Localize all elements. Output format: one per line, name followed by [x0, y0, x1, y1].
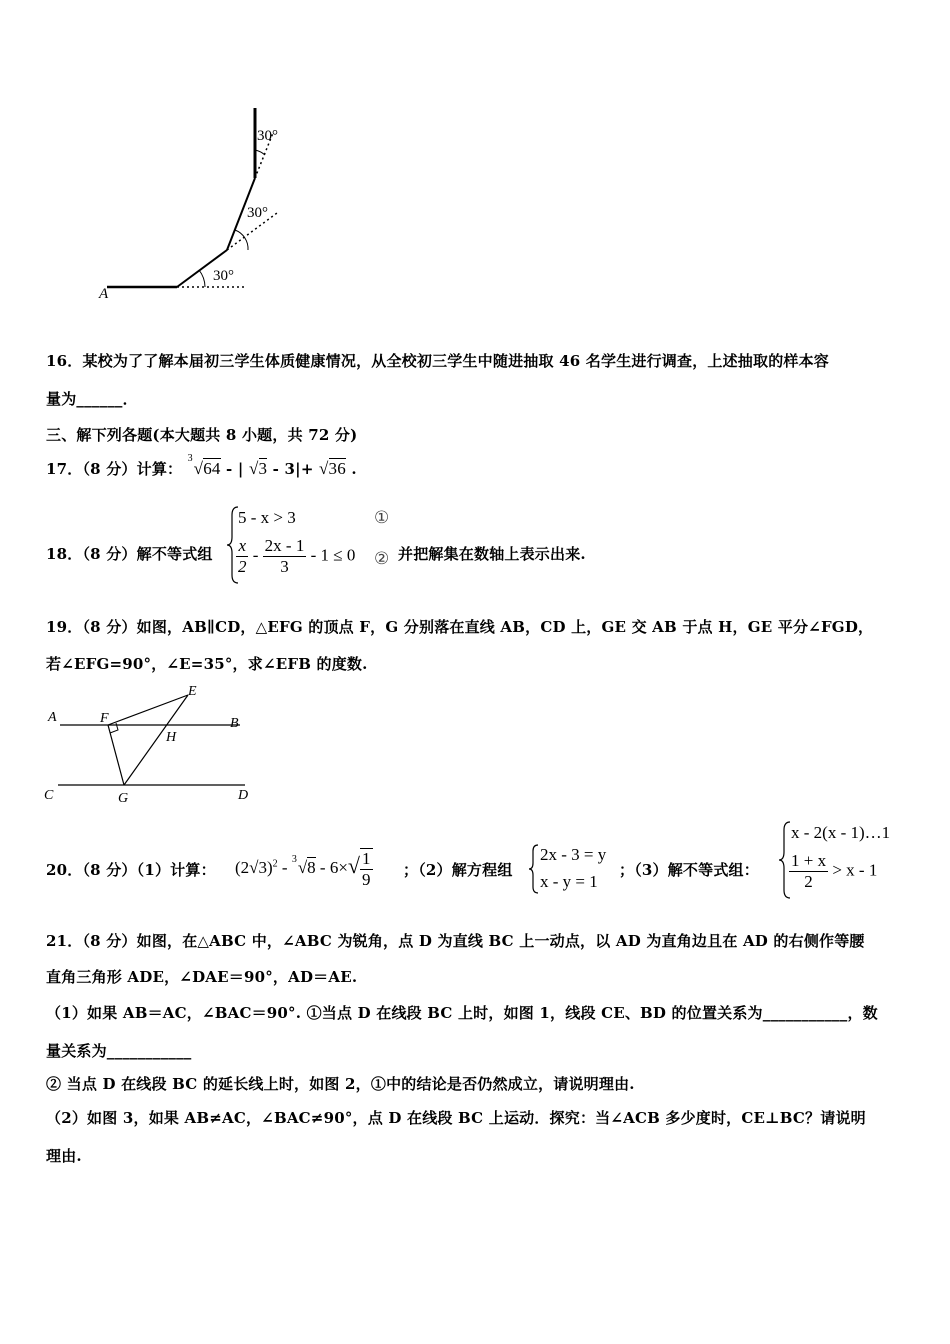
angle-label-mid: 30° [247, 205, 268, 221]
question-20-prefix: 20．（8 分）（1）计算： [46, 861, 216, 879]
question-21-line6: （2）如图 3，如果 AB≠AC，∠BAC≠90°，点 D 在线段 BC 上运动．探究：当∠ACB 多少度时，CE⊥BC？请说明 [46, 1109, 866, 1127]
question-21-line2: 直角三角形 ADE，∠DAE＝90°，AD＝AE. [46, 968, 358, 986]
angle-arc-bottom [199, 270, 205, 287]
segment-ge [124, 695, 188, 785]
inequality-18-2: $\frac{x}{2}$ - $\frac{2x - 1}{3}$ - 1 ≤ 0 [238, 536, 356, 576]
cube-root-64: 3 √64 [187, 453, 221, 478]
question-16-line2: 量为______． [46, 390, 138, 408]
question-19-line2: 若∠EFG=90°，∠E=35°，求∠EFB 的度数. [46, 655, 368, 673]
brace-20-system [528, 843, 540, 895]
label-f: F [100, 711, 109, 726]
end-dot: . [351, 460, 357, 478]
label-h: H [166, 730, 177, 745]
equation-2: x - y = 1 [540, 872, 598, 891]
label-b: B [230, 716, 239, 731]
question-21-line4: 量关系为___________ [46, 1042, 192, 1060]
label-a: A [48, 710, 57, 725]
angle-label-bottom: 30° [213, 268, 234, 284]
question-21-line7: 理由. [46, 1147, 82, 1165]
question-21-line5: ② 当点 D 在线段 BC 的延长线上时，如图 2，①中的结论是否仍然成立，请说明理由. [46, 1075, 635, 1093]
question-17: 17．（8 分）计算： 3 √64 - | √3 - 3|+ √36 . [46, 453, 357, 478]
question-21-line1: 21．（8 分）如图，在△ABC 中，∠ABC 为锐角，点 D 为直线 BC 上一动点，以 AD 为直角边且在 AD 的右侧作等腰 [46, 932, 865, 950]
sqrt-3: 3 [258, 459, 268, 478]
inequality-20-1: x - 2(x - 1)…1 [791, 823, 891, 842]
question-17-prefix: 17．（8 分）计算： [46, 460, 183, 478]
point-a-label: A [99, 286, 109, 302]
sqrt-36: 36 [328, 459, 346, 478]
angle-label-top: 30° [257, 128, 278, 144]
inequality-20-2: $\frac{1 + x}{2}$ > x - 1 [791, 851, 878, 891]
question-18-suffix: 并把解集在数轴上表示出来. [398, 545, 586, 563]
question-20-part3: ；（3）解不等式组： [619, 861, 759, 879]
label-c: C [44, 788, 54, 803]
question-21-line3: （1）如果 AB＝AC，∠BAC＝90°. ①当点 D 在线段 BC 上时，如图 1，线段 CE、BD 的位置关系为___________，数 [46, 1004, 878, 1022]
equation-1: 2x - 3 = y [540, 845, 607, 864]
question-18-prefix: 18．（8 分）解不等式组 [46, 545, 213, 563]
angle-arc-mid [235, 230, 248, 250]
question-19-line1: 19．（8 分）如图，AB∥CD，△EFG 的顶点 F，G 分别落在直线 AB，CD 上，GE 交 AB 于点 H，GE 平分∠FGD， [46, 618, 874, 636]
section-title: 三、解下列各题(本大题共 8 小题，共 72 分) [46, 426, 358, 444]
mark-1: ① [374, 508, 390, 527]
question-20-part2: ；（2）解方程组 [403, 861, 513, 879]
parallel-lines-figure [40, 678, 270, 808]
expression-20-1: $(2√3)^2$ - 3 √8 - 6×√ $\frac{1}{9}$ [235, 849, 371, 889]
angle-figure [95, 100, 315, 305]
mark-2: ② [374, 549, 390, 568]
segment-fg [108, 725, 124, 785]
label-e: E [188, 684, 197, 699]
segment-fe [108, 695, 188, 725]
label-g: G [118, 791, 129, 806]
minus-abs-open: - | [226, 460, 244, 478]
inequality-18-1: 5 - x > 3 [238, 508, 296, 527]
question-16-line1: 16．某校为了了解本届初三学生体质健康情况，从全校初三学生中随进抽取 46 名学生进行调查，上述抽取的样本容 [46, 352, 829, 370]
minus-three-close: - 3|+ [272, 460, 320, 478]
label-d: D [238, 788, 249, 803]
